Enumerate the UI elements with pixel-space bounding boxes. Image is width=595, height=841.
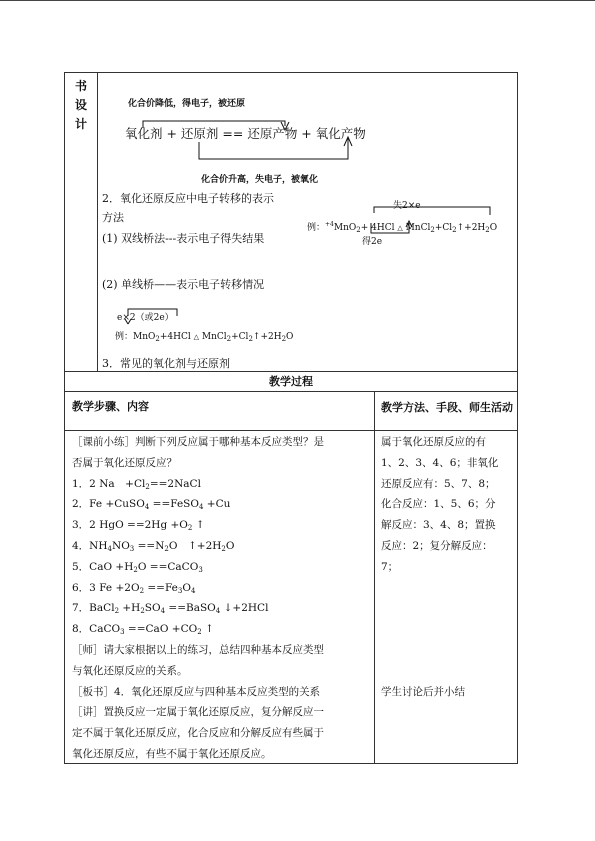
single-bridge-equation: 例：MnO$_2$+4HCl △ $MnCl_2+Cl_2↑+2H_2O$ [115,332,294,343]
single-bridge-method: (2) 单线桥——表示电子转移情况 [102,278,265,291]
teacher-prompt: ［师］请大家根据以上的练习，总结四种基本反应类型 [72,643,324,656]
lecture-line-1: ［讲］置换反应一定属于氧化还原反应，复分解反应一 [72,706,324,719]
steps-content [72,432,372,765]
reaction-6: 6．3 $Fe +2O_2 ==Fe_3O_4$ [72,581,196,595]
reaction-1: 1．2 Na $+Cl_2==2NaCl$ [72,477,201,491]
heading-2: 2．氧化还原反应中电子转移的表示 [102,192,274,205]
page-top-rule [0,0,595,1]
board-design-table [64,72,518,372]
board-design-label: 书 设 计 [74,79,87,131]
reaction-8: 8．CaCO$_3$ $==CaO +CO_2$ ↑ [72,623,214,637]
double-bridge-bottom-note: 得2e [362,237,383,247]
student-discussion: 学生讨论后并小结 [381,685,465,698]
double-bridge-top-note: 失2×e [393,201,421,211]
methods-content: 属于氧化还原反应的有 1、2、3、4、6；非氧化 还原反应有：5、7、8； 化合反应：1、5、6；分 解反应：3、4、8；置换 反应：2；复分解反应： 7； 学生讨论后并小结 [381,432,515,702]
reduction-label: 化合价降低，得电子，被还原 [128,99,246,109]
single-bridge-top-note: e×2（或2e） [117,313,174,323]
redox-equation: 氧化剂 + 还原剂 == 还原产物 + 氧化产物 [125,126,366,141]
board-item-4: ［板书］4．氧化还原反应与四种基本反应类型的关系 [72,685,321,698]
teaching-process-title: 教学过程 [65,372,517,392]
reaction-2: 2．Fe +CuSO$_4$ ==FeSO$_4$ +Cu [72,498,231,512]
heading-3: 3．常见的氧化剂与还原剂 [102,357,230,370]
reaction-7: 7．BaCl$_2$ $+H_2SO_4$ ==BaSO$_4$ ↓+2HCl [72,602,269,616]
oxidation-label: 化合价升高，失电子，被氧化 [201,175,319,185]
col-header-methods: 教学方法、手段、师生活动 [375,392,517,431]
heading-2-cont: 方法 [102,211,124,224]
double-bridge-method: (1) 双线桥法---表示电子得失结果 [102,232,265,245]
reaction-3: 3．2 HgO $==2Hg +O_2$ ↑ [72,519,205,533]
reaction-5: 5．CaO $+H_2O$ ==CaCO$_3$ [72,560,203,574]
lecture-line-2: 定不属于氧化还原反应，化合反应和分解反应有些属于 [72,727,324,740]
col-header-steps: 教学步骤、内容 [65,392,374,431]
exercise-intro: ［课前小练］判断下列反应属于哪种基本反应类型？是 [72,436,324,448]
exercise-intro-cont: 否属于氧化还原反应？ [72,456,177,469]
reaction-4: 4．$NH_4NO_3 ==N_2O$ $↑+2H_2O$ [72,539,235,553]
lecture-line-3: 氧化还原反应，有些不属于氧化还原反应。 [72,747,272,760]
double-bridge-equation: 例：$^{+4}$MnO$_2$+ 4HCl △ $MnCl_2+Cl_2↑+2H_2O$ [307,221,498,234]
teaching-process-table [64,372,518,764]
teacher-prompt-cont: 与氧化还原反应的关系。 [72,664,188,677]
